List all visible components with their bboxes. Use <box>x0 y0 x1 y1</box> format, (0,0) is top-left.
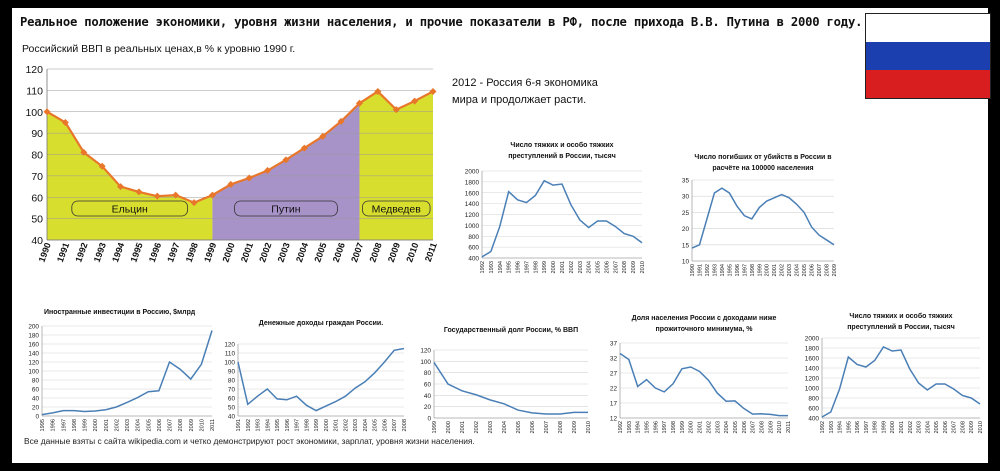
small-x-tick: 2001 <box>103 419 110 432</box>
gdp-x-tick: 1999 <box>202 241 219 264</box>
small-x-tick: 1992 <box>820 421 826 434</box>
small-y-tick: 30 <box>681 193 689 201</box>
gdp-x-tick: 2002 <box>257 241 274 264</box>
gdp-x-tick: 2010 <box>404 241 421 264</box>
small-x-tick: 1993 <box>828 421 835 434</box>
small-x-tick: 1996 <box>50 419 57 432</box>
small-x-tick: 2005 <box>146 419 153 432</box>
small-y-tick: 100 <box>28 368 39 376</box>
small-y-tick: 12 <box>609 415 617 423</box>
small-x-tick: 2007 <box>817 264 824 277</box>
small-x-tick: 2011 <box>210 419 216 432</box>
small-x-tick: 1999 <box>82 419 89 432</box>
small-x-tick: 2000 <box>446 421 452 434</box>
small-y-tick: 600 <box>468 244 479 252</box>
small-x-tick: 2009 <box>832 264 838 277</box>
small-x-tick: 1997 <box>294 419 301 432</box>
small-x-tick: 1998 <box>304 419 311 432</box>
small-x-tick: 2009 <box>969 421 976 434</box>
small-x-tick: 2000 <box>551 261 558 274</box>
small-x-tick: 2002 <box>568 261 575 274</box>
small-series-line <box>238 349 404 411</box>
gdp-y-tick: 50 <box>31 213 43 226</box>
gdp-y-tick: 70 <box>31 170 43 183</box>
small-x-tick: 2003 <box>715 421 722 434</box>
small-x-tick: 2006 <box>741 421 748 434</box>
small-x-tick: 1999 <box>542 261 549 274</box>
small-y-tick: 32 <box>609 355 617 363</box>
small-x-tick: 1996 <box>653 421 660 434</box>
gdp-x-tick: 1992 <box>73 241 90 264</box>
gdp-x-tick: 1994 <box>110 241 127 264</box>
small-chart-title: Доля населения России с доходами ниже <box>631 315 777 322</box>
gdp-x-tick: 2001 <box>238 241 256 264</box>
small-x-tick: 1994 <box>719 264 726 277</box>
small-chart-title: Число тяжких и особо тяжких <box>849 313 953 320</box>
small-x-tick: 1992 <box>704 264 711 277</box>
gdp-x-tick: 1991 <box>55 241 72 264</box>
small-x-tick: 1993 <box>626 421 633 434</box>
small-y-tick: 120 <box>420 347 431 355</box>
gdp-x-tick: 2003 <box>275 241 292 264</box>
gdp-x-tick: 1990 <box>36 241 53 264</box>
small-y-tick: 80 <box>227 377 235 385</box>
gdp-y-tick: 60 <box>31 192 43 205</box>
gdp-chart-title: Российский ВВП в реальных ценах,в % к уровню 1990 г. <box>22 43 296 55</box>
small-x-tick: 2008 <box>178 419 185 432</box>
small-y-tick: 60 <box>423 381 431 389</box>
small-y-tick: 120 <box>224 341 235 349</box>
small-x-tick: 2008 <box>759 421 766 434</box>
small-x-tick: 2001 <box>697 421 704 434</box>
small-y-tick: 200 <box>28 323 39 331</box>
small-x-tick: 2000 <box>764 264 771 277</box>
small-x-tick: 2000 <box>323 419 330 432</box>
small-y-tick: 80 <box>31 377 39 385</box>
small-y-tick: 27 <box>609 370 617 378</box>
small-x-tick: 2006 <box>809 264 816 277</box>
small-x-tick: 2005 <box>372 419 379 432</box>
small-x-tick: 2010 <box>640 261 646 274</box>
small-chart-title: Государственный долг России, % ВВП <box>443 327 579 334</box>
small-chart-title: прожиточного минимума, % <box>655 326 753 333</box>
small-y-tick: 110 <box>224 350 235 358</box>
gdp-x-tick: 2008 <box>367 241 384 264</box>
small-y-tick: 35 <box>681 177 689 185</box>
small-series-line <box>42 331 212 415</box>
small-x-tick: 2000 <box>93 419 100 432</box>
small-x-tick: 2004 <box>925 421 932 434</box>
gdp-x-tick: 2007 <box>349 241 366 264</box>
small-chart-title: Число погибших от убийств в России в <box>694 154 832 161</box>
small-x-tick: 2007 <box>167 419 174 432</box>
small-chart-title: преступлений в России, тысяч <box>847 324 955 331</box>
small-x-tick: 1995 <box>506 261 513 274</box>
small-x-tick: 2001 <box>460 421 466 434</box>
period-area-2 <box>359 91 433 240</box>
small-y-tick: 40 <box>227 413 235 421</box>
small-x-tick: 2003 <box>125 419 131 432</box>
small-series-line <box>434 362 588 414</box>
gdp-x-tick: 2000 <box>220 241 237 264</box>
small-x-tick: 2008 <box>558 421 564 434</box>
small-x-tick: 1999 <box>679 421 686 434</box>
small-y-tick: 600 <box>808 405 819 413</box>
small-x-tick: 2004 <box>794 264 801 277</box>
small-y-tick: 1600 <box>804 355 819 363</box>
small-x-tick: 2003 <box>577 261 584 274</box>
small-x-tick: 1996 <box>734 264 741 277</box>
small-chart-title: Денежные доходы граждан России. <box>258 320 384 327</box>
small-series-line <box>822 347 980 417</box>
small-x-tick: 1999 <box>881 421 888 434</box>
small-x-tick: 2001 <box>560 261 566 274</box>
gdp-x-tick: 2005 <box>312 241 329 264</box>
small-x-tick: 1997 <box>742 264 749 277</box>
small-x-tick: 1994 <box>837 421 844 434</box>
small-x-tick: 2002 <box>779 264 786 277</box>
small-x-tick: 2007 <box>544 421 550 434</box>
small-chart-title: расчёте на 100000 населения <box>712 165 814 172</box>
small-y-tick: 1800 <box>804 345 819 353</box>
gdp-y-tick: 90 <box>31 128 43 141</box>
small-x-tick: 2000 <box>890 421 897 434</box>
small-x-tick: 2000 <box>688 421 695 434</box>
small-x-tick: 2009 <box>768 421 775 434</box>
small-x-tick: 2002 <box>474 421 480 434</box>
small-x-tick: 1997 <box>863 421 870 434</box>
small-y-tick: 180 <box>28 332 39 340</box>
small-x-tick: 1994 <box>265 419 272 432</box>
small-y-tick: 40 <box>423 392 431 400</box>
poverty-chart <box>594 308 794 436</box>
gdp-x-tick: 1998 <box>183 241 200 264</box>
small-x-tick: 2010 <box>586 421 592 434</box>
gdp-x-tick: 2004 <box>293 241 311 264</box>
gdp-y-tick: 40 <box>31 235 43 247</box>
small-y-tick: 20 <box>31 404 39 412</box>
small-x-tick: 2005 <box>934 421 941 434</box>
small-x-tick: 1998 <box>671 421 678 434</box>
small-x-tick: 1995 <box>727 264 734 277</box>
small-x-tick: 2006 <box>604 261 611 274</box>
small-y-tick: 17 <box>609 400 617 408</box>
small-y-tick: 50 <box>227 404 235 412</box>
small-x-tick: 1999 <box>314 419 321 432</box>
small-y-tick: 1000 <box>804 385 819 393</box>
footnote: Все данные взяты с сайта wikipedia.com и четко демонстрируют рост экономики, зарплат, уровня жизни населения. <box>24 436 475 446</box>
income-chart <box>210 312 410 436</box>
small-x-tick: 1994 <box>497 261 504 274</box>
small-y-tick: 20 <box>681 226 689 234</box>
small-x-tick: 1992 <box>618 421 624 434</box>
gdp-annotation-line: 2012 - Россия 6-я экономика <box>452 77 598 89</box>
gdp-annotation-line: мира и продолжает расти. <box>452 94 587 106</box>
small-y-tick: 0 <box>427 415 431 423</box>
gdp-x-tick: 1996 <box>146 241 164 264</box>
small-x-tick: 1997 <box>662 421 669 434</box>
small-y-tick: 140 <box>28 350 39 358</box>
small-x-tick: 2005 <box>516 421 522 434</box>
page-title: Реальное положение экономики, уровня жизни населения, и прочие показатели в РФ, после прихода В.В. Путина в 2000 году. <box>20 15 863 29</box>
small-series-line <box>692 188 834 248</box>
small-x-tick: 2009 <box>572 421 578 434</box>
small-x-tick: 2004 <box>502 421 508 434</box>
small-y-tick: 25 <box>681 209 689 217</box>
small-x-tick: 2004 <box>724 421 731 434</box>
small-x-tick: 1992 <box>480 261 486 274</box>
small-x-tick: 1990 <box>690 264 696 277</box>
period-label-2: Медведев <box>371 203 421 216</box>
small-x-tick: 2001 <box>899 421 905 434</box>
small-y-tick: 40 <box>31 395 39 403</box>
gdp-x-tick: 2011 <box>422 241 439 264</box>
small-x-tick: 1992 <box>245 419 252 432</box>
small-y-tick: 100 <box>420 358 431 366</box>
gdp-x-tick: 1995 <box>128 241 145 264</box>
small-x-tick: 1996 <box>284 419 291 432</box>
small-x-tick: 2010 <box>978 421 984 434</box>
gdp-y-tick: 100 <box>25 106 43 119</box>
small-x-tick: 1998 <box>71 419 78 432</box>
small-y-tick: 1800 <box>464 179 479 187</box>
small-y-tick: 22 <box>609 385 617 393</box>
small-x-tick: 1993 <box>255 419 262 432</box>
small-y-tick: 100 <box>224 359 235 367</box>
investments-chart <box>18 302 218 436</box>
small-y-tick: 15 <box>681 242 689 250</box>
small-x-tick: 1993 <box>712 264 719 277</box>
gdp-y-tick: 110 <box>26 85 43 98</box>
small-x-tick: 2008 <box>402 419 408 432</box>
small-x-tick: 2006 <box>942 421 949 434</box>
small-y-tick: 1200 <box>804 375 819 383</box>
small-x-tick: 2007 <box>750 421 757 434</box>
small-chart-title: Иностранные инвестиции в Россию, $млрд <box>44 309 196 316</box>
crimes-chart-top <box>448 135 648 280</box>
small-x-tick: 1997 <box>524 261 531 274</box>
gdp-y-tick: 80 <box>31 149 43 162</box>
small-y-tick: 2000 <box>804 335 819 343</box>
small-x-tick: 1991 <box>697 264 704 277</box>
small-x-tick: 2004 <box>362 419 369 432</box>
small-x-tick: 2003 <box>488 421 494 434</box>
small-x-tick: 1999 <box>757 264 764 277</box>
small-y-tick: 90 <box>227 368 235 376</box>
small-y-tick: 120 <box>28 359 39 367</box>
small-y-tick: 80 <box>423 370 431 378</box>
small-y-tick: 0 <box>35 413 39 421</box>
small-x-tick: 2007 <box>392 419 399 432</box>
small-x-tick: 1999 <box>432 421 438 434</box>
small-y-tick: 800 <box>468 233 479 241</box>
small-x-tick: 2001 <box>772 264 779 277</box>
small-y-tick: 10 <box>681 258 689 266</box>
small-series-line <box>620 354 788 416</box>
small-y-tick: 160 <box>28 341 39 349</box>
small-x-tick: 1991 <box>236 419 242 432</box>
small-x-tick: 2006 <box>156 419 163 432</box>
small-x-tick: 1994 <box>635 421 642 434</box>
small-x-tick: 2004 <box>586 261 593 274</box>
gdp-x-tick: 2009 <box>385 241 403 264</box>
small-chart-title: Число тяжких и особо тяжких <box>510 142 614 149</box>
small-x-tick: 2006 <box>530 421 536 434</box>
small-y-tick: 2000 <box>464 168 479 176</box>
small-x-tick: 2007 <box>951 421 958 434</box>
small-x-tick: 2008 <box>824 264 831 277</box>
small-x-tick: 2003 <box>787 264 794 277</box>
small-y-tick: 400 <box>808 415 819 423</box>
small-x-tick: 1995 <box>644 421 651 434</box>
small-x-tick: 1998 <box>749 264 756 277</box>
small-x-tick: 2001 <box>333 419 340 432</box>
small-x-tick: 2005 <box>802 264 809 277</box>
gdp-x-tick: 2006 <box>330 241 347 264</box>
small-x-tick: 2004 <box>135 419 142 432</box>
gdp-x-tick: 1993 <box>91 241 109 264</box>
small-x-tick: 1995 <box>275 419 282 432</box>
small-x-tick: 2010 <box>777 421 784 434</box>
small-y-tick: 1000 <box>464 222 479 230</box>
small-x-tick: 2007 <box>613 261 620 274</box>
small-y-tick: 70 <box>227 386 235 394</box>
small-x-tick: 1997 <box>61 419 68 432</box>
small-x-tick: 2003 <box>916 421 923 434</box>
small-x-tick: 1996 <box>515 261 522 274</box>
small-y-tick: 20 <box>423 404 431 412</box>
small-x-tick: 1998 <box>533 261 540 274</box>
small-series-line <box>482 181 642 257</box>
gdp-y-tick: 120 <box>25 64 43 76</box>
small-y-tick: 1400 <box>464 201 479 209</box>
small-x-tick: 1996 <box>855 421 862 434</box>
period-label-0: Ельцин <box>111 203 148 216</box>
debt-chart <box>414 320 594 436</box>
small-x-tick: 2009 <box>631 261 638 274</box>
gdp-x-tick: 1997 <box>165 241 182 264</box>
small-y-tick: 1600 <box>464 190 479 198</box>
small-y-tick: 1200 <box>464 212 479 219</box>
small-x-tick: 1998 <box>872 421 879 434</box>
small-chart-title: преступлений в России, тысяч <box>508 153 616 160</box>
small-y-tick: 800 <box>808 395 819 403</box>
small-x-tick: 2005 <box>732 421 739 434</box>
small-x-tick: 2002 <box>114 419 121 432</box>
small-x-tick: 1993 <box>488 261 495 274</box>
small-y-tick: 400 <box>468 255 479 263</box>
murders-chart <box>670 146 840 281</box>
small-x-tick: 2011 <box>786 421 792 434</box>
small-y-tick: 60 <box>227 395 235 403</box>
small-y-tick: 1400 <box>804 365 819 373</box>
small-x-tick: 2003 <box>353 419 360 432</box>
small-x-tick: 2002 <box>343 419 350 432</box>
period-label-1: Путин <box>271 203 301 216</box>
crimes-chart-bottom <box>792 308 986 436</box>
small-x-tick: 2002 <box>907 421 914 434</box>
small-x-tick: 1995 <box>40 419 46 432</box>
small-x-tick: 2002 <box>706 421 713 434</box>
small-x-tick: 2008 <box>960 421 967 434</box>
small-x-tick: 2006 <box>382 419 389 432</box>
small-x-tick: 2010 <box>199 419 206 432</box>
infographic-panel <box>12 8 988 463</box>
small-y-tick: 37 <box>609 340 617 348</box>
small-x-tick: 2009 <box>188 419 195 432</box>
small-x-tick: 2005 <box>595 261 602 274</box>
small-x-tick: 2008 <box>622 261 629 274</box>
small-y-tick: 60 <box>31 386 39 394</box>
small-x-tick: 1995 <box>846 421 853 434</box>
